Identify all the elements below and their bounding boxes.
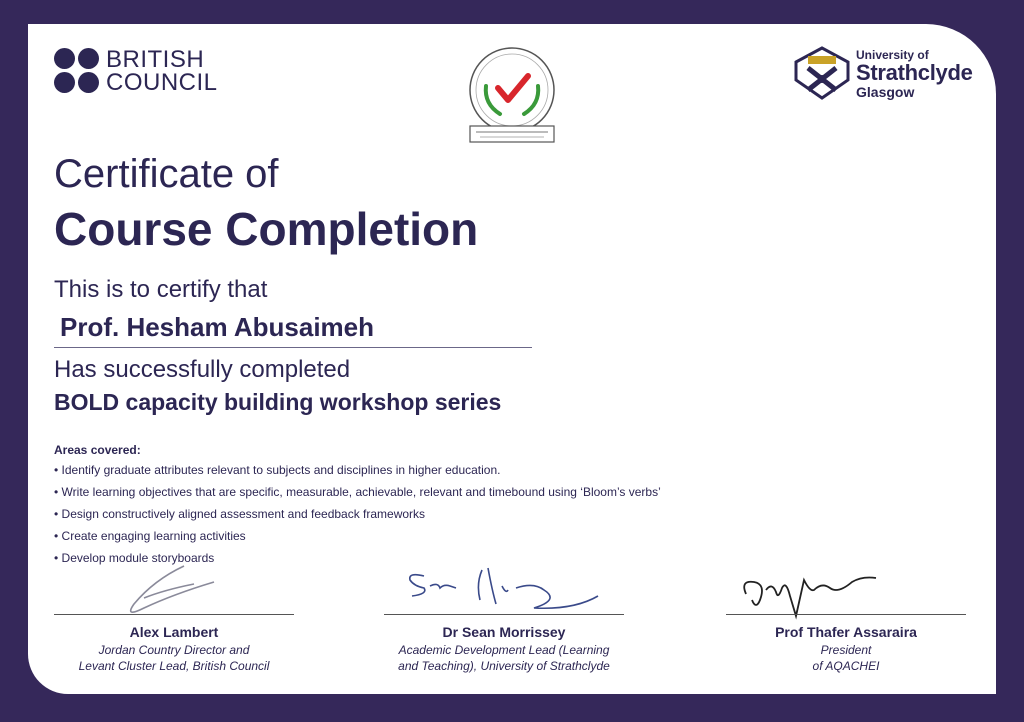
signatory-role: President of AQACHEI bbox=[812, 643, 880, 673]
british-council-wordmark: BRITISH COUNCIL bbox=[106, 46, 218, 96]
certificate-title-line1: Certificate of bbox=[54, 152, 279, 196]
british-council-logo bbox=[54, 48, 224, 98]
recipient-underline bbox=[54, 347, 532, 348]
strathclyde-university-of: University of bbox=[856, 48, 929, 62]
signatory-name: Alex Lambert bbox=[129, 624, 219, 640]
list-item: • Identify graduate attributes relevant to subjects and disciplines in higher education. bbox=[54, 462, 661, 484]
list-item: • Design constructively aligned assessment and feedback frameworks bbox=[54, 506, 661, 528]
areas-heading: Areas covered: bbox=[54, 443, 141, 457]
list-item: • Create engaging learning activities bbox=[54, 528, 661, 550]
checkmark-laurel-seal-icon bbox=[464, 46, 560, 146]
strathclyde-name: Strathclyde bbox=[856, 60, 973, 85]
signature-line bbox=[726, 614, 966, 615]
signatory-name: Dr Sean Morrissey bbox=[442, 624, 566, 640]
signature-line bbox=[54, 614, 294, 615]
strathclyde-logo bbox=[794, 46, 984, 106]
certify-text: This is to certify that bbox=[54, 276, 268, 303]
signatory-role: Academic Development Lead (Learning and Teaching), University of Strathclyde bbox=[398, 643, 610, 673]
certificate-title-line2: Course Completion bbox=[54, 203, 479, 255]
british-council-dots-icon bbox=[54, 48, 100, 94]
signature-image bbox=[54, 560, 294, 620]
signatory-sean-morrissey bbox=[384, 560, 624, 680]
signatory-role: Jordan Country Director and Levant Cluster Lead, British Council bbox=[78, 643, 270, 673]
signature-image bbox=[726, 560, 966, 620]
list-item: • Write learning objectives that are specific, measurable, achievable, relevant and timebound using ‘Bloom’s verbs’ bbox=[54, 484, 661, 506]
signatory-alex-lambert bbox=[54, 560, 294, 680]
list-item: • Develop module storyboards bbox=[54, 550, 661, 572]
strathclyde-shield-icon bbox=[794, 46, 850, 100]
signature-line bbox=[384, 614, 624, 615]
areas-list bbox=[54, 462, 661, 572]
signature-image bbox=[384, 560, 624, 620]
course-name: BOLD capacity building workshop series bbox=[54, 389, 502, 415]
completed-text: Has successfully completed bbox=[54, 356, 351, 383]
signatory-name: Prof Thafer Assaraira bbox=[775, 624, 917, 640]
strathclyde-glasgow: Glasgow bbox=[856, 84, 915, 100]
recipient-name: Prof. Hesham Abusaimeh bbox=[60, 312, 375, 342]
signatory-thafer-assaraira bbox=[726, 560, 966, 680]
